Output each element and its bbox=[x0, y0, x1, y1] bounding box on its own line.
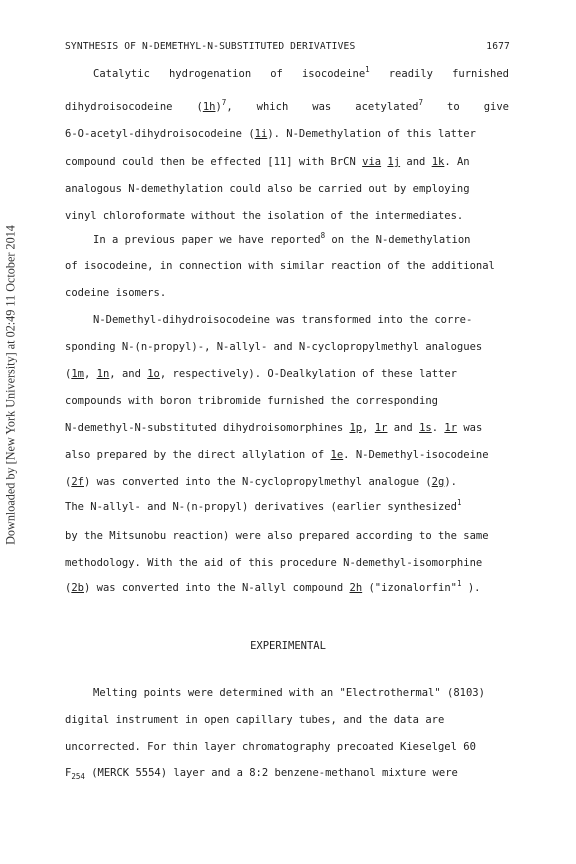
text-line: The N-allyl- and N-(n-propyl) derivatives (earlier synthesized$^1$ bbox=[65, 498, 462, 513]
compound-ref: 1r bbox=[444, 422, 458, 434]
compound-ref: 2g bbox=[431, 476, 445, 488]
compound-ref: 1p bbox=[349, 422, 363, 434]
text-line: Melting points were determined with an "Electrothermal" (8103) bbox=[93, 687, 485, 699]
compound-ref: 1o bbox=[147, 368, 160, 380]
section-heading: EXPERIMENTAL bbox=[250, 640, 326, 652]
text-line: compound could then be effected [11] with BrCN via 1j and 1k. An bbox=[65, 156, 470, 168]
text-line: In a previous paper we have reported$^8$ on the N-demethylation bbox=[93, 231, 471, 246]
text-line: sponding N-(n-propyl)-, N-allyl- and N-cyclopropylmethyl analogues bbox=[65, 341, 483, 353]
text-line: compounds with boron tribromide furnished the corresponding bbox=[65, 395, 438, 407]
word: acetylated$^7$ bbox=[355, 98, 423, 113]
compound-ref: 2b bbox=[71, 582, 84, 594]
word: readily bbox=[388, 68, 433, 80]
word: dihydroisocodeine bbox=[65, 101, 173, 113]
text-line: of isocodeine, in connection with similar reaction of the additional bbox=[65, 260, 495, 272]
text-line: (2b) was converted into the N-allyl compound 2h ("izonalorfin"$^1$ ). bbox=[65, 579, 481, 594]
compound-ref: 1n bbox=[96, 368, 110, 380]
compound-ref: 2f bbox=[71, 476, 84, 488]
word: hydrogenation bbox=[168, 68, 252, 80]
text-line: vinyl chloroformate without the isolation of the intermediates. bbox=[65, 210, 464, 222]
compound-ref: 1r bbox=[374, 422, 388, 434]
text-line bbox=[93, 67, 509, 81]
download-watermark-text: Downloaded by [New York University] at 02:49 11 October 2014 bbox=[3, 225, 18, 545]
download-watermark bbox=[2, 150, 20, 620]
word: to bbox=[447, 101, 460, 113]
citation: 8 bbox=[320, 231, 326, 240]
page-number: 1677 bbox=[486, 41, 510, 52]
compound-ref: 1s bbox=[419, 422, 432, 434]
word: which bbox=[256, 101, 289, 113]
text-line: N-demethyl-N-substituted dihydroisomorphines 1p, 1r and 1s. 1r was bbox=[65, 422, 483, 434]
citation: 1 bbox=[456, 579, 462, 588]
text-line: codeine isomers. bbox=[65, 287, 167, 299]
compound-ref: 1m bbox=[71, 368, 84, 380]
word: Catalytic bbox=[93, 68, 150, 80]
compound-ref: 2h bbox=[349, 582, 363, 594]
text-line: (2f) was converted into the N-cyclopropylmethyl analogue (2g). bbox=[65, 476, 457, 488]
text-line: 6-O-acetyl-dihydroisocodeine (1i). N-Demethylation of this latter bbox=[65, 128, 476, 140]
text-line: $F_{254}$ (MERCK 5554) layer and a 8:2 benzene-methanol mixture were bbox=[65, 767, 458, 781]
text-line: methodology. With the aid of this procedure N-demethyl-isomorphine bbox=[65, 557, 483, 569]
citation: 1 bbox=[456, 498, 462, 507]
citation: 1 bbox=[365, 65, 370, 74]
word: furnished bbox=[452, 68, 509, 80]
text-line: (1m, 1n, and 1o, respectively). O-Dealkylation of these latter bbox=[65, 368, 458, 380]
text-line: analogous N-demethylation could also be carried out by employing bbox=[65, 183, 470, 195]
word: was bbox=[312, 101, 332, 113]
compound-ref: 1k bbox=[431, 156, 445, 168]
compound-ref: $(1h)^7$, bbox=[196, 98, 233, 113]
text-line: also prepared by the direct allylation of 1e. N-Demethyl-isocodeine bbox=[65, 449, 489, 461]
word: of bbox=[270, 68, 283, 80]
text-line: N-Demethyl-dihydroisocodeine was transformed into the corre- bbox=[93, 314, 473, 326]
compound-ref: 1i bbox=[254, 128, 268, 140]
word: give bbox=[483, 101, 509, 113]
word: isocodeine$^1$ bbox=[301, 65, 370, 80]
text-line: digital instrument in open capillary tubes, and the data are bbox=[65, 714, 445, 726]
text-line: by the Mitsunobu reaction) were also prepared according to the same bbox=[65, 530, 489, 542]
text-line: uncorrected. For thin layer chromatography precoated Kieselgel 60 bbox=[65, 741, 476, 753]
running-title: SYNTHESIS OF N-DEMETHYL-N-SUBSTITUTED DERIVATIVES bbox=[65, 41, 356, 52]
compound-ref: 1j bbox=[387, 156, 401, 168]
compound-ref: 1e bbox=[330, 449, 344, 461]
text-line bbox=[65, 100, 509, 114]
